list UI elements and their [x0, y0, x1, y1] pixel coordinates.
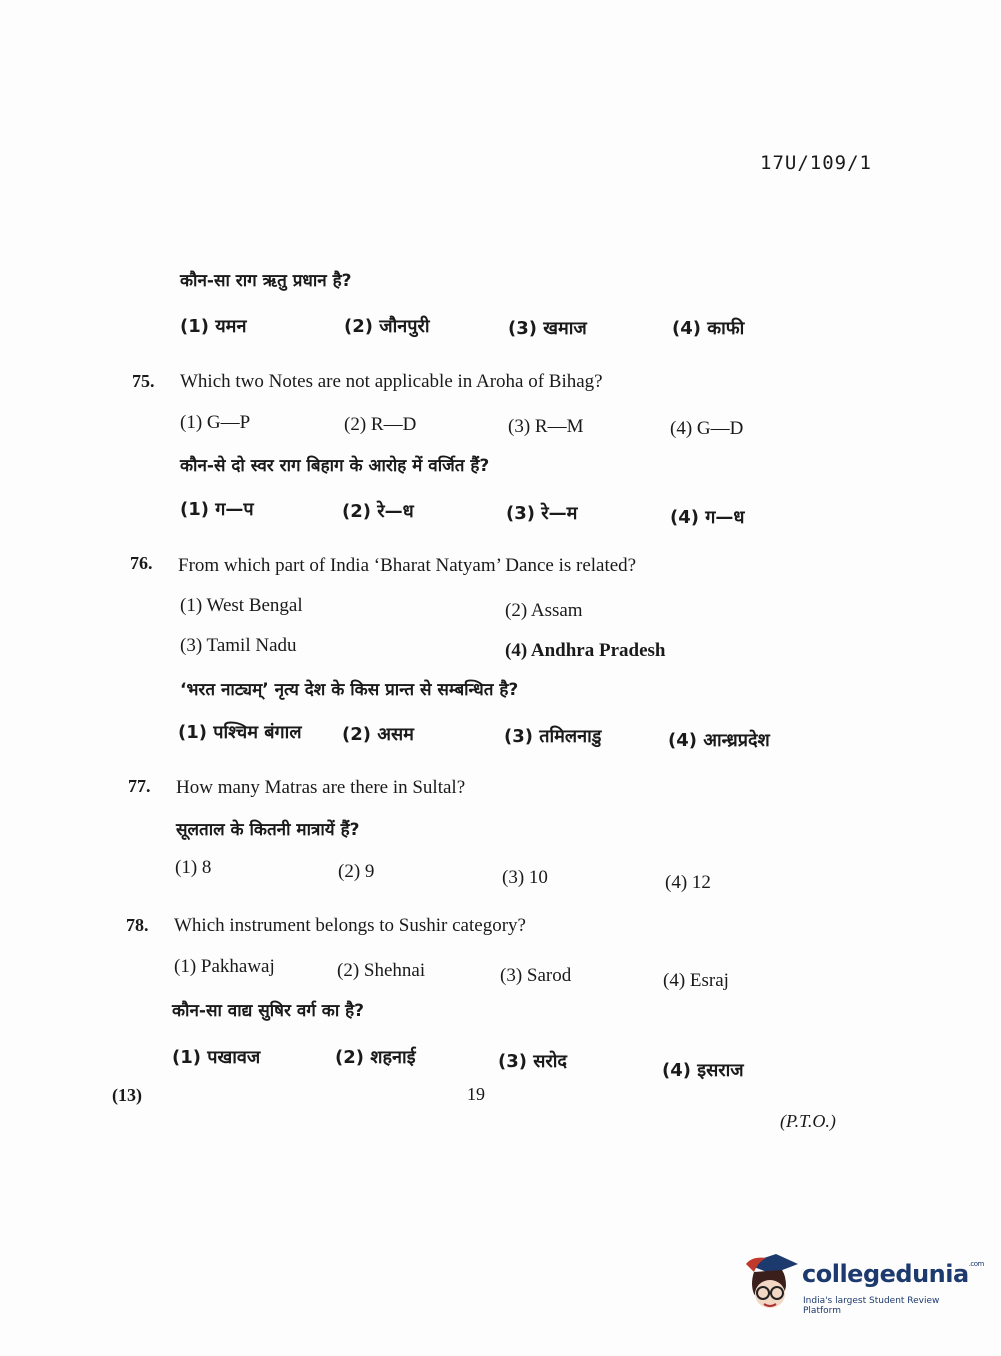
q75-hindi-question: कौन-से दो स्वर राग बिहाग के आरोह में वर्जित हैं?	[180, 456, 490, 476]
page-number: 19	[467, 1084, 485, 1104]
q76-hindi-option-1: (1) पश्चिम बंगाल	[178, 722, 302, 743]
q76-hindi-question: ‘भरत नाट्यम्’ नृत्य देश के किस प्रान्त से सम्बन्धित है?	[180, 680, 519, 700]
q78-hindi-option-1: (1) पखावज	[172, 1047, 261, 1068]
q77-number: 77.	[128, 776, 151, 796]
q75-hindi-option-2: (2) रे—ध	[342, 501, 414, 522]
footer-left-code: (13)	[112, 1085, 142, 1105]
q76-option-3: (3) Tamil Nadu	[180, 635, 297, 656]
q75-hindi-option-1: (1) ग—प	[180, 499, 254, 520]
q78-option-1: (1) Pakhawaj	[174, 956, 275, 977]
q75-option-2: (2) R—D	[344, 414, 417, 435]
student-mascot-icon	[742, 1250, 800, 1318]
q75-question: Which two Notes are not applicable in Aroha of Bihag?	[180, 371, 603, 392]
q74-hindi-option-4: (4) काफी	[672, 318, 745, 339]
q77-hindi-question: सूलताल के कितनी मात्रायें हैं?	[176, 820, 360, 840]
q76-hindi-option-4: (4) आन्ध्रप्रदेश	[668, 730, 770, 751]
q77-option-1: (1) 8	[175, 857, 212, 878]
q74-hindi-question: कौन-सा राग ऋतु प्रधान है?	[180, 271, 352, 291]
q75-hindi-option-3: (3) रे—म	[506, 503, 578, 524]
q78-question: Which instrument belongs to Sushir category?	[174, 915, 526, 936]
q78-option-2: (2) Shehnai	[337, 960, 426, 981]
q75-option-4: (4) G—D	[670, 418, 744, 439]
logo-tagline: India's largest Student Review Platform	[803, 1296, 940, 1316]
logo-wordmark	[802, 1260, 984, 1288]
q76-number: 76.	[130, 553, 153, 573]
q78-hindi-option-2: (2) शहनाई	[335, 1047, 416, 1068]
q74-hindi-option-2: (2) जौनपुरी	[344, 316, 430, 337]
pto-note: (P.T.O.)	[780, 1111, 836, 1131]
q74-hindi-option-1: (1) यमन	[180, 316, 247, 337]
q76-option-2: (2) Assam	[505, 600, 583, 621]
q75-hindi-option-4: (4) ग—ध	[670, 507, 745, 528]
q78-number: 78.	[126, 915, 149, 935]
q75-option-3: (3) R—M	[508, 416, 584, 437]
q75-option-1: (1) G—P	[180, 412, 251, 433]
q76-option-4: (4) Andhra Pradesh	[505, 640, 666, 661]
q77-option-4: (4) 12	[665, 872, 711, 893]
collegedunia-logo	[742, 1250, 984, 1320]
q75-number: 75.	[132, 371, 155, 391]
q74-hindi-option-3: (3) खमाज	[508, 318, 587, 339]
q78-hindi-option-4: (4) इसराज	[662, 1060, 744, 1081]
q76-hindi-option-3: (3) तमिलनाडु	[504, 726, 602, 747]
logo-name: collegedunia	[802, 1260, 969, 1288]
logo-suffix: .com	[968, 1260, 984, 1268]
paper-code: 17U/109/1	[760, 152, 872, 174]
q78-hindi-question: कौन-सा वाद्य सुषिर वर्ग का है?	[172, 1001, 365, 1021]
q77-option-2: (2) 9	[338, 861, 375, 882]
q78-hindi-option-3: (3) सरोद	[498, 1051, 567, 1072]
q76-option-1: (1) West Bengal	[180, 595, 303, 616]
q78-option-4: (4) Esraj	[663, 970, 729, 991]
q77-question: How many Matras are there in Sultal?	[176, 777, 466, 798]
q78-option-3: (3) Sarod	[500, 965, 572, 986]
q76-hindi-option-2: (2) असम	[342, 724, 414, 745]
q77-option-3: (3) 10	[502, 867, 548, 888]
q76-question: From which part of India ‘Bharat Natyam’ Dance is related?	[178, 555, 637, 576]
